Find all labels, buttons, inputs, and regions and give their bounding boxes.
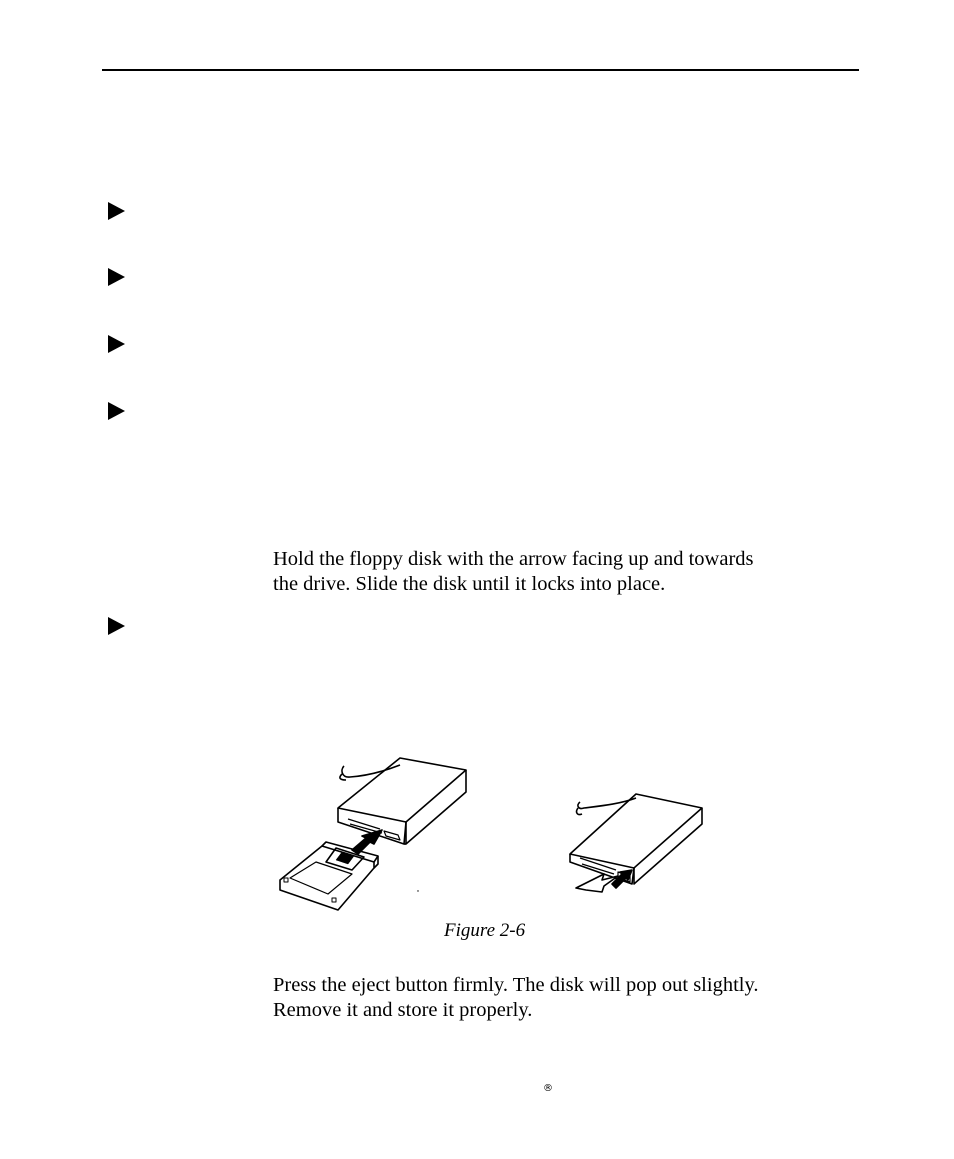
registered-mark: ® xyxy=(543,1083,553,1094)
floppy-drive-figure xyxy=(270,750,730,920)
insert-disk-line-2: the drive. Slide the disk until it locks into place. xyxy=(273,573,666,595)
header-rule xyxy=(102,69,859,71)
eject-disk-line-2: Remove it and store it properly. xyxy=(273,999,533,1021)
insert-disk-line-1: Hold the floppy disk with the arrow facing up and towards xyxy=(273,548,754,570)
right-triangle-icon xyxy=(108,202,125,220)
right-triangle-icon xyxy=(108,335,125,353)
insert-disk-illustration xyxy=(280,758,466,910)
eject-disk-illustration xyxy=(570,794,702,892)
eject-disk-line-1: Press the eject button firmly. The disk will pop out slightly. xyxy=(273,974,759,996)
insert-disk-instructions xyxy=(273,547,863,597)
right-triangle-icon xyxy=(108,402,125,420)
right-triangle-icon xyxy=(108,268,125,286)
eject-disk-instructions xyxy=(273,973,863,1023)
figure-caption: Figure 2-6 xyxy=(444,920,526,941)
right-triangle-icon xyxy=(108,617,125,635)
